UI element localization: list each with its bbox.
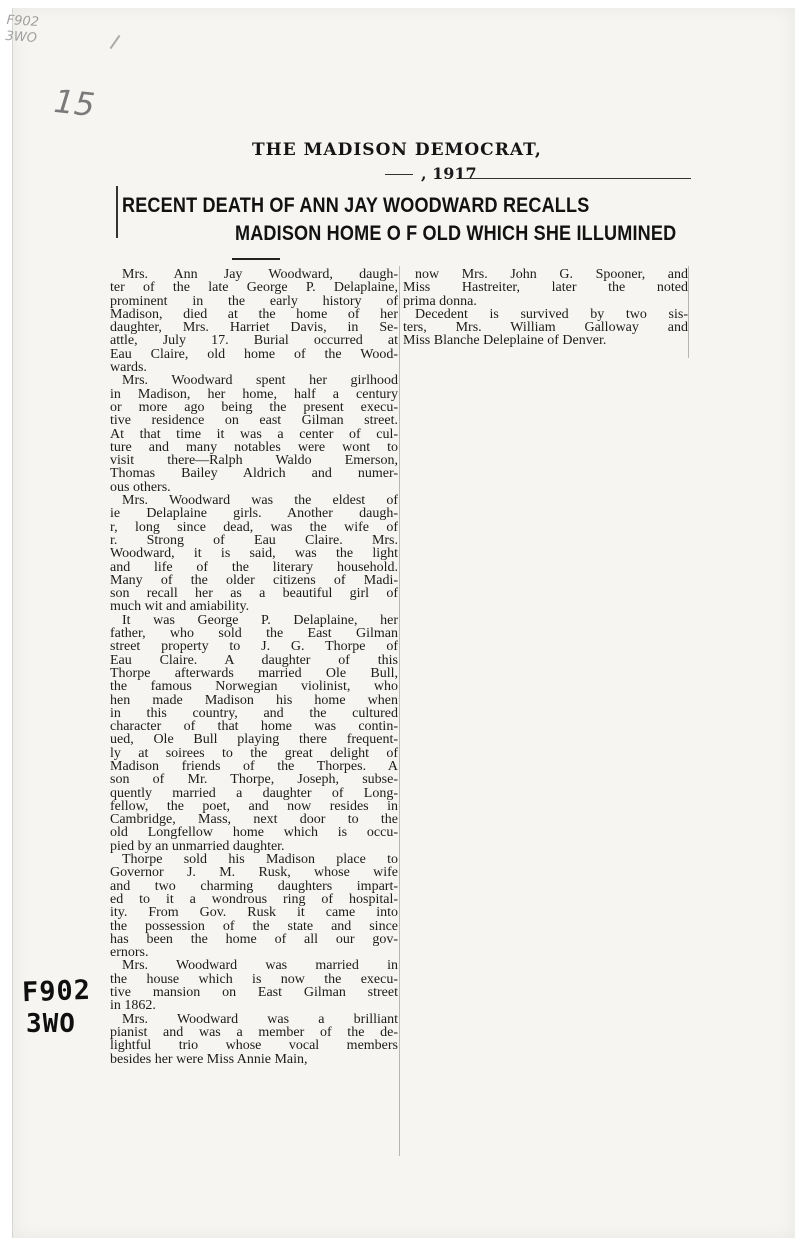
column-divider [399,266,400,1156]
article-line: now Mrs. John G. Spooner, and [415,268,688,282]
article-line: fellow, the poet, and now resides in [110,799,398,814]
headline-line-1: RECENT DEATH OF ANN JAY WOODWARD RECALLS [122,194,590,217]
article-line: Eau Claire. A daughter of this [110,653,398,667]
article-line: and life of the literary household. [110,560,398,574]
article-line: It was George P. Delaplaine, her [122,613,398,628]
article-line: attle, July 17. Burial occurred at [110,334,398,348]
article-line: Miss Blanche Deleplaine of Denver. [403,334,607,348]
article-line: tive mansion on East Gilman street [110,986,398,1000]
column-2-right-rule [688,266,689,358]
article-line: has been the home of all our gov- [110,932,398,947]
article-line: the possession of the state and since [110,919,398,933]
article-line: r. Strong of Eau Claire. Mrs. [110,533,398,548]
article-line: Mrs. Woodward was a brilliant [122,1012,398,1026]
article-line: character of that home was contin- [110,720,398,734]
newspaper-masthead: THE MADISON DEMOCRAT, [252,140,542,160]
article-line: Many of the older citizens of Madi- [110,573,398,588]
article-line: son of Mr. Thorpe, Joseph, subse- [110,773,398,787]
headline-rule [232,258,280,260]
article-line: Madison, died at the home of her [110,307,398,322]
article-line: ie Delaplaine girls. Another daugh- [110,507,398,521]
corner-code-2: 3WO [4,28,38,47]
article-line: daughter, Mrs. Harriet Davis, in Se- [110,321,398,335]
article-line: ued, Ole Bull playing there frequent- [110,733,398,747]
article-line: r, long since dead, was the wife of [110,520,398,534]
dateline [385,164,477,183]
article-column-1 [110,268,398,1066]
article-line: Decedent is survived by two sis- [415,307,688,322]
article-line: son recall her as a beautiful girl of [110,587,398,601]
article-line: lightful trio whose vocal members [110,1039,398,1053]
article-line: Cambridge, Mass, next door to the [110,813,398,827]
dateline-year: , 1917 [421,164,477,183]
article-line: pied by an unmarried daughter. [110,839,285,854]
dateline-trail-rule [461,178,691,179]
article-line: Mrs. Woodward spent her girlhood [122,374,398,388]
article-line: in Madison, her home, half a century [110,387,398,401]
article-line: Madison friends of the Thorpes. A [110,759,398,774]
article-line: Mrs. Woodward was married in [122,959,398,973]
article-column-2 [403,268,688,348]
archive-stamp [22,976,91,1039]
headline-line-2: MADISON HOME O F OLD WHICH SHE ILLUMINED [235,222,677,245]
article-line: ture and many notables were wont to [110,440,398,455]
article-line: ly at soirees to the great delight of [110,746,398,760]
stamp-line-1: F902 [21,974,92,1009]
article-line: prima donna. [403,294,477,308]
article-line: Thomas Bailey Aldrich and numer- [110,467,398,481]
article-line: Mrs. Woodward was the eldest of [122,494,398,508]
stamp-line-2: 3WO [26,1009,76,1039]
article-line: father, who sold the East Gilman [110,627,398,641]
dateline-lead-rule [385,174,413,175]
article-line: and two charming daughters impart- [110,879,398,893]
page-number: 15 [52,81,97,125]
article-line: in this country, and the cultured [110,706,398,721]
article-line: At that time it was a center of cul- [110,427,398,441]
article-line: visit there—Ralph Waldo Emerson, [110,454,398,468]
article-line: or more ago being the present execu- [110,400,398,415]
article-line: prominent in the early history of [110,294,398,308]
article-line: besides her were Miss Annie Main, [110,1052,308,1066]
article-line: ters, Mrs. William Galloway and [403,321,688,335]
article-line: ernors. [110,946,149,960]
article-line: tive residence on east Gilman street. [110,414,398,428]
article-line: Governor J. M. Rusk, whose wife [110,866,398,880]
article-line: Thorpe sold his Madison place to [122,853,398,867]
article-line: Eau Claire, old home of the Wood- [110,347,398,362]
article-line: in 1862. [110,999,156,1013]
article-line: the famous Norwegian violinist, who [110,680,398,694]
article-line: Mrs. Ann Jay Woodward, daugh- [122,268,398,282]
article-line: ed to it a wondrous ring of hospital- [110,892,398,907]
corner-code-1: F902 [6,12,40,31]
article-line: Woodward, it is said, was the light [110,547,398,561]
article-line: much wit and amiability. [110,600,250,614]
article-line: ous others. [110,480,171,495]
article-line: ity. From Gov. Rusk it came into [110,906,398,920]
article-line: quently married a daughter of Long- [110,786,398,800]
article-line: pianist and was a member of the de- [110,1025,398,1040]
headline-side-bar [116,186,118,238]
article-line: hen made Madison his home when [110,693,398,707]
article-line: Miss Hastreiter, later the noted [403,281,688,295]
article-line: ter of the late George P. Delaplaine, [110,281,398,295]
article-line: old Longfellow home which is occu- [110,826,398,840]
article-line: street property to J. G. Thorpe of [110,640,398,654]
article-line: wards. [110,361,147,375]
article-line: Thorpe afterwards married Ole Bull, [110,666,398,681]
corner-pencil-note [5,13,39,47]
article-line: the house which is now the execu- [110,972,398,987]
